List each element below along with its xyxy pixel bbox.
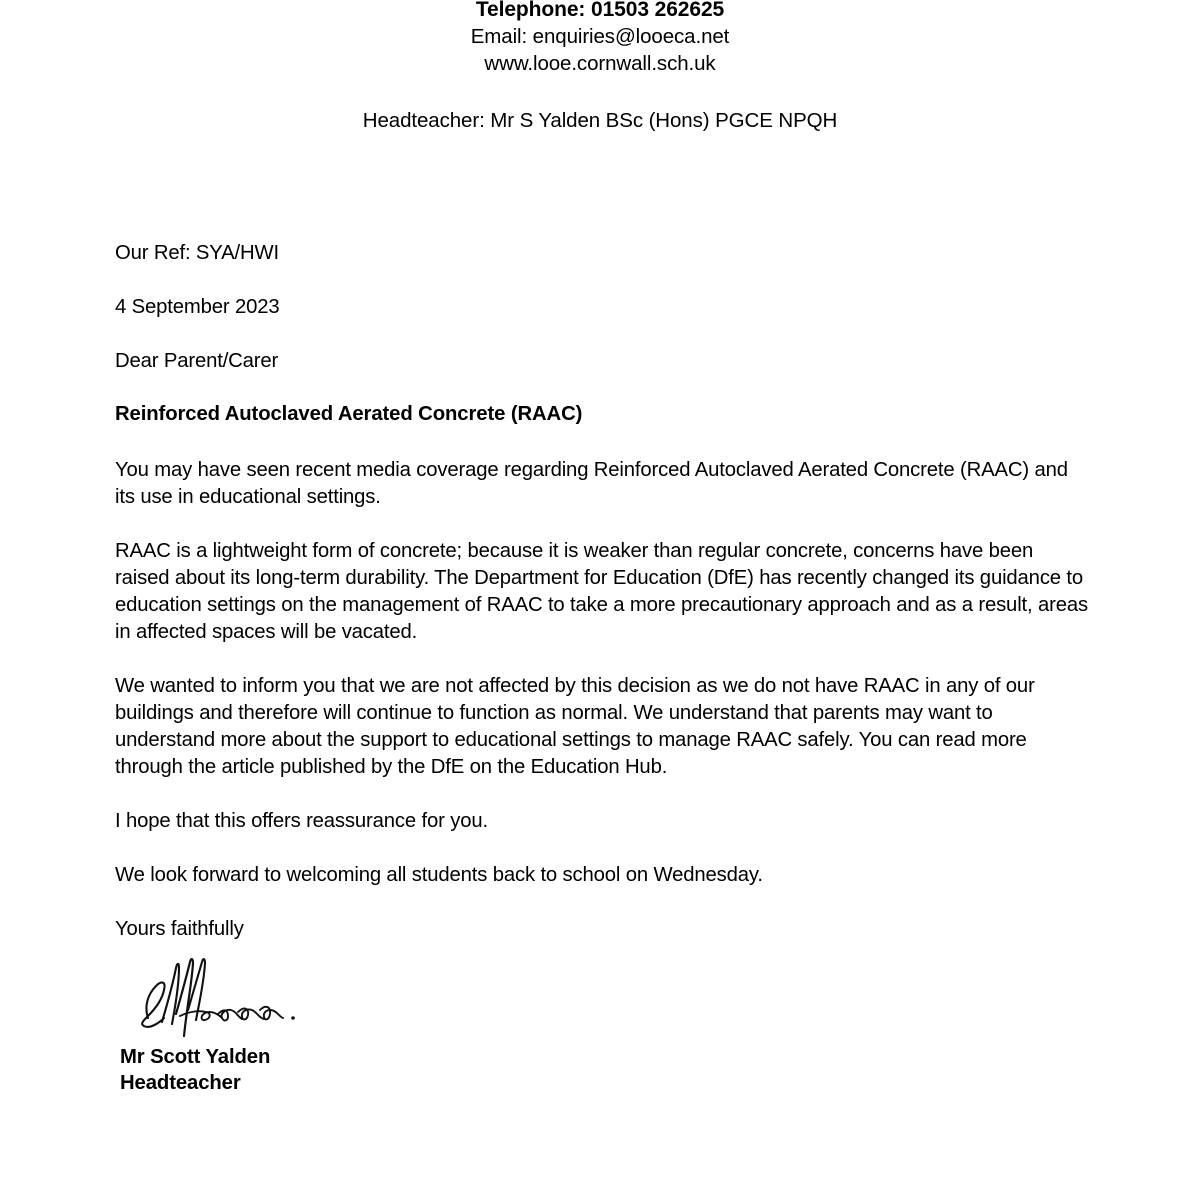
letterhead-website: www.looe.cornwall.sch.uk bbox=[484, 52, 716, 75]
signature-block bbox=[118, 952, 478, 1042]
letter-body bbox=[115, 240, 1090, 943]
letterhead-telephone: Telephone: 01503 262625 bbox=[475, 0, 725, 21]
salutation: Dear Parent/Carer bbox=[115, 350, 279, 372]
handwritten-signature-icon bbox=[118, 952, 308, 1038]
body-paragraph-3: We wanted to inform you that we are not affected by this decision as we do not have RAAC in any of our buildings and therefore will continue to function as normal. We understand that parents may want to understand more about the support to educational settings to manage RAAC safely. You can read more through the article published by the DfE on the Education Hub. bbox=[115, 675, 1035, 778]
letterhead-email: Email: enquiries@looeca.net bbox=[470, 25, 730, 48]
signatory-title: Headteacher bbox=[120, 1072, 241, 1094]
body-paragraph-4: I hope that this offers reassurance for you. bbox=[115, 810, 488, 832]
signatory-name: Mr Scott Yalden bbox=[120, 1046, 271, 1068]
signature-name-block bbox=[120, 1044, 620, 1096]
letter-date: 4 September 2023 bbox=[115, 296, 280, 318]
subject-heading: Reinforced Autoclaved Aerated Concrete (RAAC) bbox=[115, 403, 583, 425]
body-paragraph-1: You may have seen recent media coverage regarding Reinforced Autoclaved Aerated Concrete (RAAC) and its use in educational settings. bbox=[115, 459, 1068, 508]
body-paragraph-2: RAAC is a lightweight form of concrete; because it is weaker than regular concrete, concerns have been raised about its long-term durability. The Department for Education (DfE) has recently changed its guidance to education settings on the management of RAAC to take a more precautionary approach and as a result, areas in affected spaces will be vacated. bbox=[115, 540, 1088, 643]
letterhead bbox=[0, 0, 1200, 134]
closing-salutation: Yours faithfully bbox=[115, 918, 244, 940]
letterhead-headteacher-credentials: Headteacher: Mr S Yalden BSc (Hons) PGCE NPQH bbox=[362, 109, 838, 132]
body-paragraph-5: We look forward to welcoming all students back to school on Wednesday. bbox=[115, 864, 763, 886]
our-reference: Our Ref: SYA/HWI bbox=[115, 242, 280, 264]
